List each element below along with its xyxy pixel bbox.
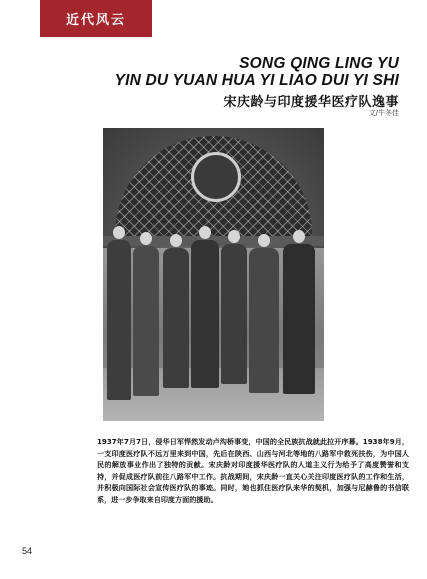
photo-figure <box>163 248 189 388</box>
byline: 文/牛冬佳 <box>368 109 399 117</box>
photo-figure <box>133 246 159 396</box>
title-pinyin-line2: YIN DU YUAN HUA YI LIAO DUI YI SHI <box>114 72 399 89</box>
photo-figure <box>107 240 131 400</box>
photo-figure <box>249 248 279 393</box>
section-tab: 近代风云 <box>40 0 152 37</box>
page-number: 54 <box>22 546 33 556</box>
page-title: 宋庆龄与印度援华医疗队逸事 <box>223 95 399 110</box>
photo-figure <box>221 244 247 384</box>
photo-figure <box>283 244 315 394</box>
article-body: 1937年7月7日，侵华日军悍然发动卢沟桥事变，中国的全民族抗战就此拉开序幕。1938年9月，一支印度医疗队不远万里来到中国，先后在陕西、山西与河北等地的八路军中救死扶伤，为中国人民的解放事业作出了独特的贡献。宋庆龄对印度援华医疗队的人道主义行为给予了高度赞誉和支持，并促成医疗队前往八路军中工作。抗战期间，宋庆龄一直关心关注印度医疗队的工作和生活，并积极向国际社会宣传医疗队的事迹。同时，她也抓住医疗队来华的契机，加强与尼赫鲁的书信联系，进一步争取来自印度方面的援助。 <box>97 437 409 504</box>
historical-group-photo <box>103 128 324 421</box>
photo-emblem <box>191 152 241 202</box>
title-pinyin-line1: SONG QING LING YU <box>239 55 399 72</box>
photo-figure <box>191 240 219 388</box>
